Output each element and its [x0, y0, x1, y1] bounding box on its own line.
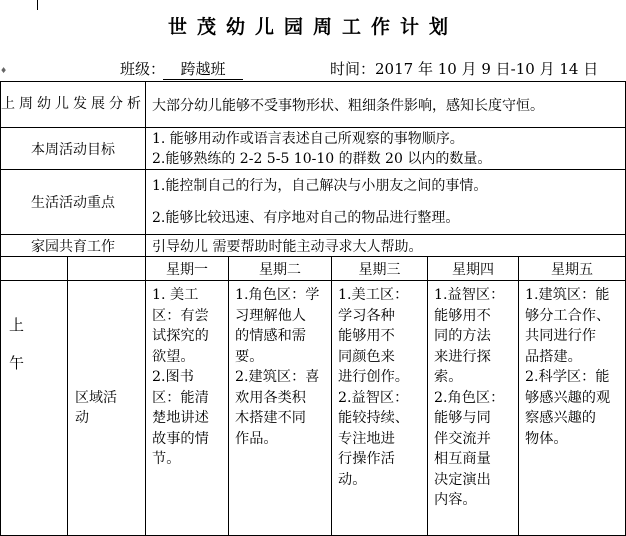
activity-line: 决定演出 — [434, 471, 491, 488]
home-text: 引导幼儿 需要帮助时能主动寻求大人帮助。 — [146, 235, 626, 257]
activity-line: 区：有尝 — [152, 307, 209, 324]
period-char: 上 — [9, 316, 25, 334]
activity-line: 1.益智区： — [434, 287, 505, 303]
activity-line: 行操作活 — [338, 451, 395, 467]
activity-line: 能较持续、 — [338, 410, 409, 426]
day-header: 星期二 — [229, 257, 332, 281]
activity-cell — [229, 281, 332, 536]
day-header: 星期一 — [146, 257, 229, 281]
activity-line: 2.图书 — [152, 369, 194, 385]
activity-line: 共同进行作 — [525, 328, 596, 344]
time-label: 时间：2017 年 10 月 9 日-10 月 14 日 — [330, 60, 599, 78]
activity-line: 木搭建不同 — [235, 410, 306, 426]
activity-line: 节。 — [152, 451, 181, 467]
activity-line: 1.建筑区：能 — [525, 287, 610, 303]
activity-cell — [428, 281, 519, 536]
activity-line: 能够用不 — [338, 328, 395, 344]
empty-header-cell — [68, 257, 146, 281]
empty-header-cell — [1, 257, 68, 281]
activity-line: 2.建筑区：喜 — [235, 369, 320, 385]
activity-line: 相互商量 — [434, 451, 491, 467]
last-week-label: 上周幼儿发展分析 — [1, 82, 146, 128]
activity-line: 1.角色区：学 — [235, 287, 320, 303]
activity-line: 2.科学区：能 — [525, 369, 610, 385]
goal-item: 1. 能够用动作或语言表述自己所观察的事物顺序。 — [152, 130, 464, 147]
region-label — [68, 281, 146, 536]
plan-table — [0, 81, 626, 536]
class-value: 跨越班 — [163, 58, 243, 80]
corner-mark: ♦ — [0, 66, 8, 75]
activity-line: 察感兴趣的 — [525, 410, 596, 426]
activity-line: 作品。 — [235, 430, 278, 447]
activity-cell — [146, 281, 229, 536]
activity-line: 同颜色来 — [338, 348, 395, 365]
activity-line: 来进行探 — [434, 348, 491, 365]
region-line: 动 — [75, 410, 89, 426]
activity-line: 欲望。 — [152, 348, 195, 365]
region-line: 区域活 — [75, 390, 117, 406]
day-header: 星期三 — [332, 257, 428, 281]
activity-line: 的情感和需 — [235, 328, 306, 344]
activity-line: 能够用不 — [434, 307, 491, 324]
activity-line: 学习各种 — [338, 307, 395, 324]
activity-line: 要。 — [235, 348, 264, 365]
activity-line: 2.益智区： — [338, 389, 409, 406]
activity-line: 故事的情 — [152, 430, 209, 447]
activity-line: 物体。 — [525, 430, 568, 447]
activity-cell — [332, 281, 428, 536]
last-week-text: 大部分幼儿能够不受事物形状、粗细条件影响，感知长度守恒。 — [146, 82, 626, 128]
edge-mark — [37, 0, 38, 10]
activity-line: 1. 美工 — [152, 287, 199, 303]
activity-line: 索。 — [434, 369, 463, 385]
activity-line: 伴交流并 — [434, 430, 491, 447]
activity-line: 区：能清 — [152, 389, 209, 406]
goals-label: 本周活动目标 — [1, 128, 146, 170]
activity-line: 够分工合作、 — [525, 307, 611, 324]
activity-cell — [519, 281, 626, 536]
activity-line: 动。 — [338, 471, 367, 488]
day-header: 星期五 — [519, 257, 626, 281]
class-label: 班级： — [120, 60, 166, 78]
activity-line: 够感兴趣的观 — [525, 389, 611, 406]
activity-line: 习理解他人 — [235, 307, 306, 324]
life-item: 1.能控制自己的行为，自己解决与小朋友之间的事情。 — [152, 178, 488, 194]
activity-line: 同的方法 — [434, 328, 491, 344]
goal-item: 2.能够熟练的 2-2 5-5 10-10 的群数 20 以内的数量。 — [152, 150, 492, 167]
day-header: 星期四 — [428, 257, 519, 281]
life-item: 2.能够比较迅速、有序地对自己的物品进行整理。 — [152, 210, 460, 226]
activity-line: 试探究的 — [152, 328, 209, 344]
activity-line: 进行创作。 — [338, 369, 409, 385]
activity-line: 能够与同 — [434, 410, 491, 426]
period-char: 午 — [9, 354, 25, 372]
period-label — [1, 281, 68, 536]
life-label: 生活活动重点 — [1, 170, 146, 235]
activity-line: 品搭建。 — [525, 348, 582, 365]
activity-line: 楚地讲述 — [152, 410, 209, 426]
activity-line: 欢用各类积 — [235, 389, 306, 406]
home-label: 家园共育工作 — [1, 235, 146, 257]
activity-line: 1.美工区： — [338, 287, 409, 303]
page-title: 世茂幼儿园周工作计划 — [167, 16, 458, 38]
activity-line: 专注地进 — [338, 430, 395, 447]
activity-line: 内容。 — [434, 492, 477, 508]
activity-line: 2.角色区： — [434, 389, 505, 406]
